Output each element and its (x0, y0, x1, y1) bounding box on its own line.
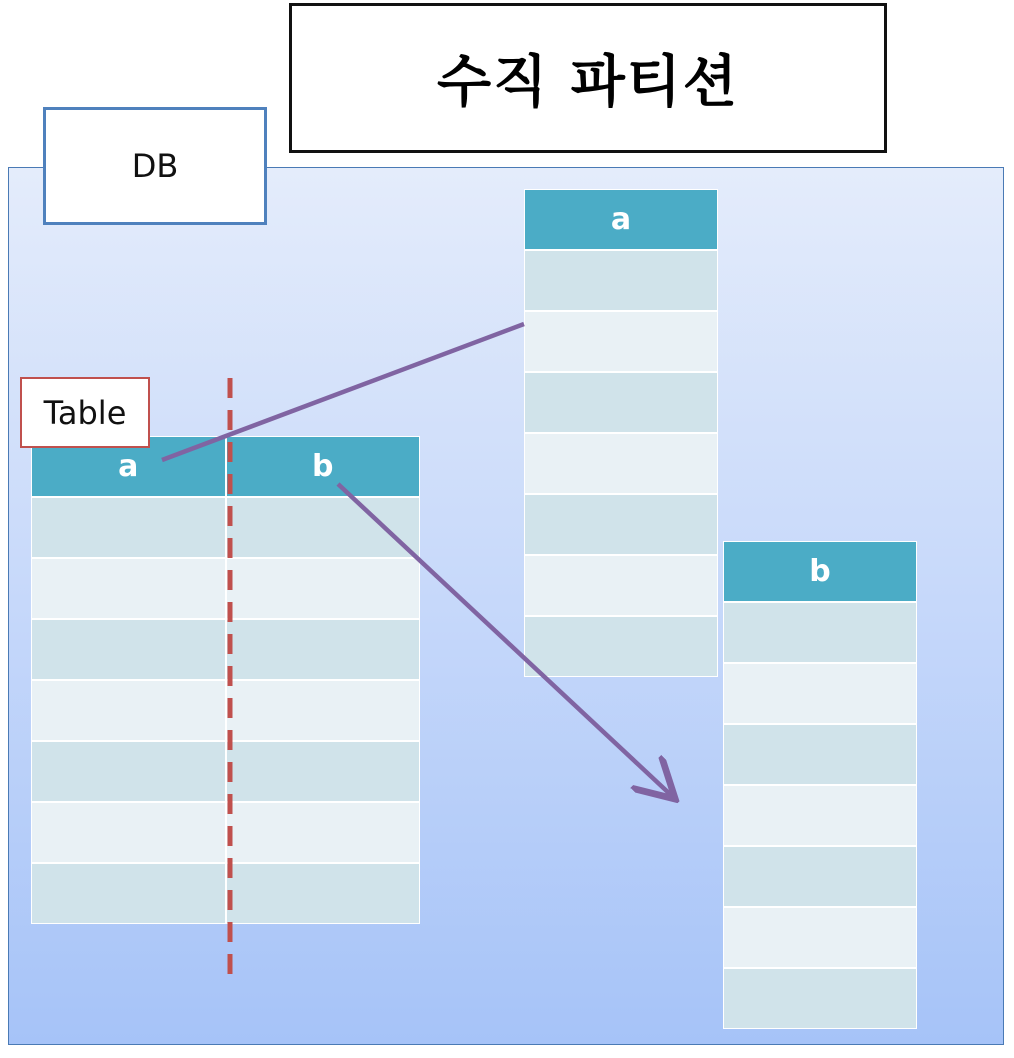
arrow-to-partition-a (162, 324, 524, 460)
table-label: Table (20, 377, 150, 448)
column-header: a (524, 189, 718, 250)
page-title: 수직 파티션 (289, 3, 887, 153)
column-header: a (31, 436, 226, 497)
column-header: b (723, 541, 917, 602)
column-header: b (226, 436, 421, 497)
arrow-to-partition-b (338, 484, 672, 796)
db-label: DB (43, 107, 267, 225)
